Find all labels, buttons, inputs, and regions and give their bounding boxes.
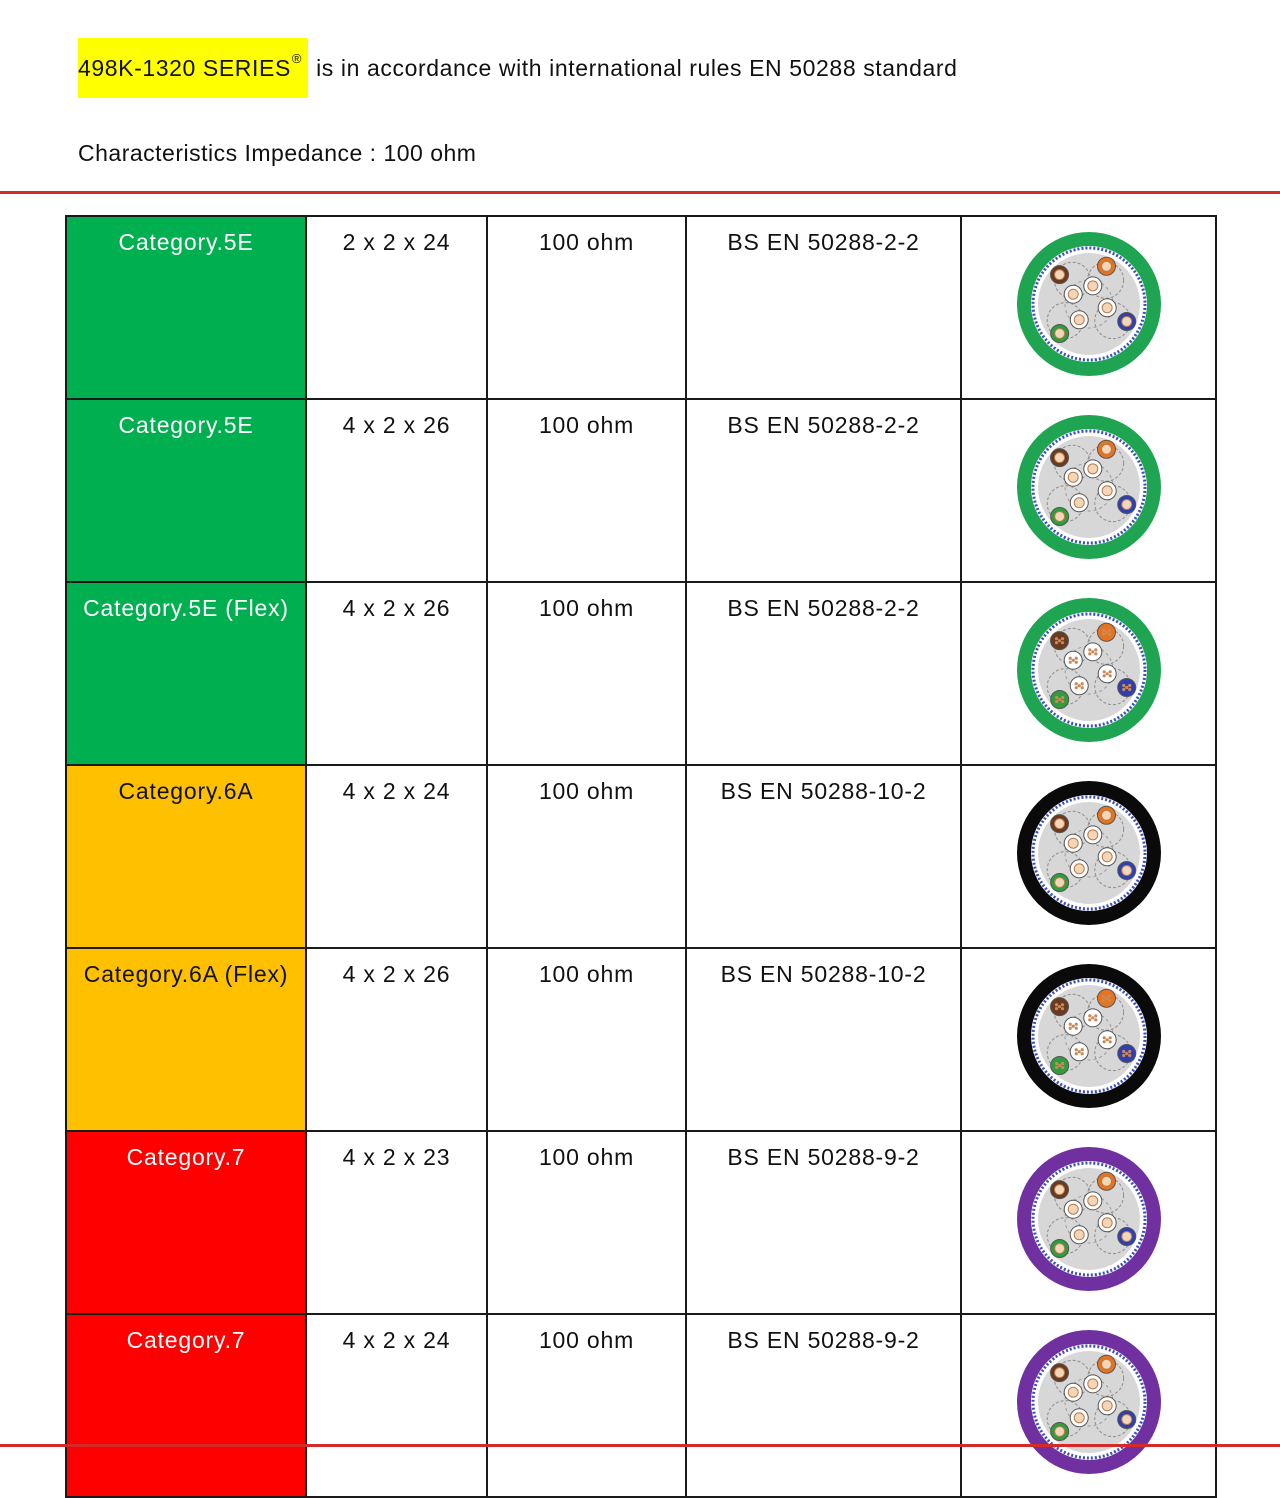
cable-cross-section-icon (1014, 961, 1164, 1111)
cable-cross-section-icon (1014, 778, 1164, 928)
pair-configuration-cell: 4 x 2 x 24 (306, 1314, 487, 1497)
series-name: 498K-1320 SERIES (78, 54, 291, 81)
cable-image-cell (961, 1131, 1216, 1314)
pair-configuration-cell: 4 x 2 x 26 (306, 582, 487, 765)
standard-cell: BS EN 50288-2-2 (686, 216, 961, 399)
category-cell: Category.5E (66, 399, 306, 582)
table-row (66, 399, 1216, 582)
standard-cell: BS EN 50288-2-2 (686, 582, 961, 765)
impedance-cell: 100 ohm (487, 399, 686, 582)
cable-spec-table (65, 215, 1217, 1498)
cable-image-cell (961, 765, 1216, 948)
impedance-cell: 100 ohm (487, 948, 686, 1131)
cable-cross-section-icon (1014, 229, 1164, 379)
table-row (66, 765, 1216, 948)
series-name-highlight (78, 38, 308, 98)
impedance-cell: 100 ohm (487, 216, 686, 399)
table-row (66, 948, 1216, 1131)
cable-cross-section-icon (1014, 1144, 1164, 1294)
impedance-characteristic: Characteristics Impedance : 100 ohm (78, 140, 477, 166)
standard-statement: is in accordance with international rules EN 50288 standard (316, 54, 958, 81)
cable-image-cell (961, 582, 1216, 765)
category-cell: Category.5E (66, 216, 306, 399)
category-cell: Category.7 (66, 1314, 306, 1497)
impedance-cell: 100 ohm (487, 765, 686, 948)
category-cell: Category.6A (66, 765, 306, 948)
cable-image-cell (961, 1314, 1216, 1497)
pair-configuration-cell: 4 x 2 x 23 (306, 1131, 487, 1314)
table-row (66, 1131, 1216, 1314)
standard-cell: BS EN 50288-9-2 (686, 1131, 961, 1314)
cable-image-cell (961, 399, 1216, 582)
cable-cross-section-icon (1014, 412, 1164, 562)
series-statement (78, 38, 958, 98)
cable-image-cell (961, 216, 1216, 399)
cable-cross-section-icon (1014, 595, 1164, 745)
pair-configuration-cell: 4 x 2 x 26 (306, 948, 487, 1131)
cable-cross-section-icon (1014, 1327, 1164, 1477)
pair-configuration-cell: 4 x 2 x 24 (306, 765, 487, 948)
cable-image-cell (961, 948, 1216, 1131)
top-divider (0, 191, 1280, 194)
bottom-divider (0, 1444, 1280, 1447)
table-row (66, 582, 1216, 765)
impedance-cell: 100 ohm (487, 1131, 686, 1314)
table-row (66, 1314, 1216, 1497)
impedance-cell: 100 ohm (487, 1314, 686, 1497)
table-row (66, 216, 1216, 399)
pair-configuration-cell: 4 x 2 x 26 (306, 399, 487, 582)
pair-configuration-cell: 2 x 2 x 24 (306, 216, 487, 399)
standard-cell: BS EN 50288-2-2 (686, 399, 961, 582)
impedance-cell: 100 ohm (487, 582, 686, 765)
standard-cell: BS EN 50288-10-2 (686, 948, 961, 1131)
registered-mark: ® (291, 50, 303, 66)
category-cell: Category.7 (66, 1131, 306, 1314)
category-cell: Category.5E (Flex) (66, 582, 306, 765)
standard-cell: BS EN 50288-10-2 (686, 765, 961, 948)
standard-cell: BS EN 50288-9-2 (686, 1314, 961, 1497)
category-cell: Category.6A (Flex) (66, 948, 306, 1131)
spec-table-body (66, 216, 1216, 1497)
